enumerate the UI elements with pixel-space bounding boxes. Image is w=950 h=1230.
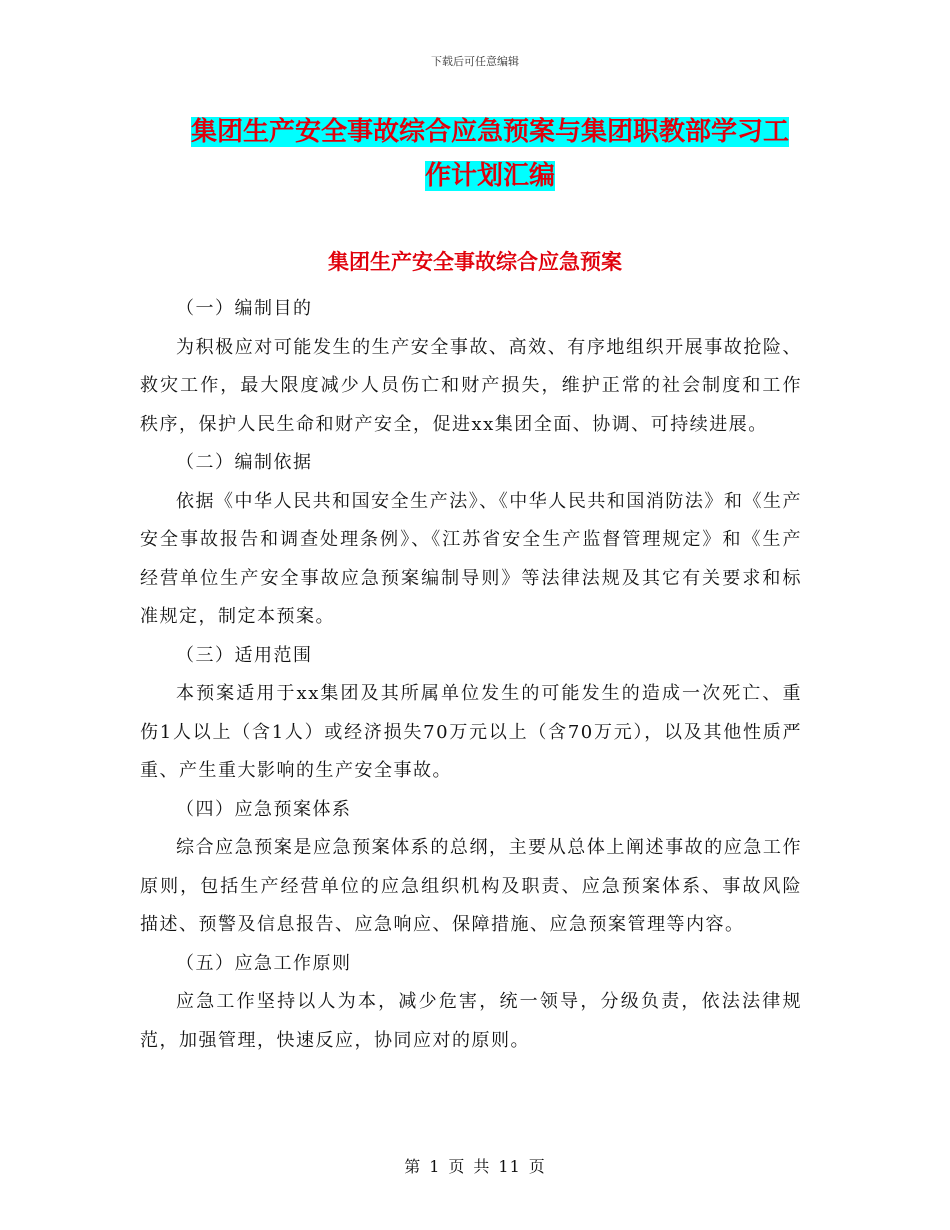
paragraph-purpose: 为积极应对可能发生的生产安全事故、高效、有序地组织开展事故抢险、救灾工作，最大限度减少人员伤亡和财产损失，维护正常的社会制度和工作秩序，保护人民生命和财产安全，促进xx集团全面、协调、可持续进展。 [140, 336, 802, 435]
footer-total-pages: 11 [498, 1157, 521, 1176]
footer-total-unit: 页 [528, 1157, 546, 1176]
footer-page-number: 1 [429, 1157, 441, 1176]
footer-total-prefix: 共 [473, 1157, 491, 1176]
document-body [140, 290, 802, 1060]
header-note: 下载后可任意编辑 [431, 55, 519, 68]
section-heading-scope: （三）适用范围 [176, 644, 313, 666]
paragraph-principles: 应急工作坚持以人为本，减少危害，统一领导，分级负责，依法法律规范，加强管理，快速反应，协同应对的原则。 [140, 991, 802, 1051]
section-title: 集团生产安全事故综合应急预案 [328, 250, 622, 274]
footer-prefix: 第 [404, 1157, 422, 1176]
paragraph-basis: 依据《中华人民共和国安全生产法》、《中华人民共和国消防法》和《生产安全事故报告和调查处理条例》、《江苏省安全生产监督管理规定》和《生产经营单位生产安全事故应急预案编制导则》等法律法规及其它有关要求和标准规定，制定本预案。 [140, 490, 802, 627]
section-heading-principles: （五）应急工作原则 [176, 952, 352, 974]
document-title [140, 110, 840, 198]
section-heading-basis: （二）编制依据 [176, 452, 313, 473]
section-heading-system: （四）应急预案体系 [176, 798, 352, 820]
section-heading-purpose: （一）编制目的 [176, 298, 313, 319]
paragraph-scope: 本预案适用于xx集团及其所属单位发生的可能发生的造成一次死亡、重伤1人以上（含1人）或经济损失70万元以上（含70万元），以及其他性质严重、产生重大影响的生产安全事故。 [140, 683, 802, 781]
document-title-line2: 作计划汇编 [424, 161, 555, 191]
paragraph-system: 综合应急预案是应急预案体系的总纲，主要从总体上阐述事故的应急工作原则，包括生产经营单位的应急组织机构及职责、应急预案体系、事故风险描述、预警及信息报告、应急响应、保障措施、应急预案管理等内容。 [140, 837, 802, 935]
page-footer [0, 1154, 950, 1177]
footer-page-unit: 页 [448, 1157, 466, 1176]
document-title-line1: 集团生产安全事故综合应急预案与集团职教部学习工 [190, 117, 789, 147]
